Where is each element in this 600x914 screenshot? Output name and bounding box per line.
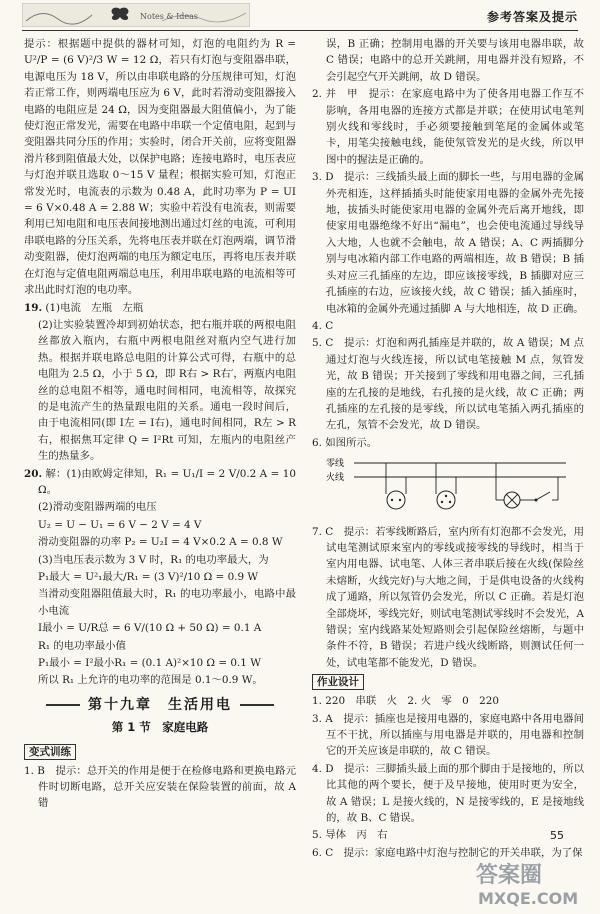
answer-1: 1. B 提示：总开关的作用是便于在检修电路和更换电路元件时切断电路，总开关应安装在保险装置的前面，故 A 错 [24, 764, 296, 810]
page-number: 55 [550, 829, 564, 842]
homework-4: 4. D 提示：三脚插头最上面的那个脚由于是接地的，所以比其他的两个要长，便于及早接地，使用时更为安全，故 A 错误；L 是接火线的，N 是接零线的，E 是接地线的，故 B、C 错误。 [312, 762, 584, 825]
page-header [0, 0, 600, 30]
answer-20-line: U₂ = U − U₁ = 6 V − 2 V = 4 V [38, 518, 202, 531]
watermark-url: MXQE.COM [478, 889, 579, 908]
answer-20-formula: I最小 = U/R总 = 6 V/(10 Ω + 50 Ω) = 0.1 A [38, 622, 262, 635]
three-hole-socket-icon [437, 491, 455, 509]
answer-20-line: R₁ 的电功率最小值 [38, 639, 127, 652]
chapter-title [24, 697, 296, 713]
switch-icon [536, 492, 550, 500]
answer-4: 4. C [312, 319, 334, 332]
answer-18-hint: 提示：根据题中提供的器材可知，灯泡的电阻约为 R = U²/P = (6 V)²/3 W = 12 Ω，若只有灯泡与变阻器串联，电源电压为 18 V，所以由串联电路的分压规律可知，灯泡若正常工作，则两端电压应为 6 V，此时若滑动变阻器接入电路的电阻应是 24 Ω，因为变阻器最大阻值偏小，为了能使灯泡正常发光，需要在电路中串联一个定值电阻，起到与变阻器共同分压的作用；实验时，闭合开关前，应将变阻器滑片移到阻值最大处，以保护电路；连接电路时，电压表应与灯泡并联且选取 0～15 V 量程；根据实验可知，灯泡正常发光时，电流表的示数为 0.48 A，此时功率为 P = UI = 6 V×0.48 A = 2.88 W；实验中若没有电流表，则需要利用已知电阻和电压表间接地测出通过灯丝的电流，可利用串联电路的分压关系，先将电压表并联在灯泡两端，调节滑动变阻器，使灯泡两端的电压为额定电压，再将电压表并联在灯泡与定值电阻两端总电压，利用串联电路的电流相等可求出此时灯泡的电功率。 [24, 38, 296, 297]
answer-2: 2. 并 甲 提示：在家庭电路中为了使各用电器工作互不影响，各用电器的连接方式都是并联；在使用试电笔判别火线和零线时，手必须要接触到笔尾的金属体或笔卡，用笔尖接触电线，能使氖管发光的是火线，所以甲图中的握法是正确的。 [312, 88, 584, 166]
answer-20-formula: P₁最小 = I²最小R₁ = (0.1 A)²×10 Ω = 0.1 W [38, 657, 261, 670]
answer-7: 7. C 提示：若零线断路后，室内所有灯泡都不会发光，用试电笔测试原来室内的零线或接零线的导线时，相当于室内用电器、试电笔、人体三者串联后接在火线(保险丝未熔断，火线完好)与大地之间，于是供电设备的火线构成了通路，所以氖管仍会发光，所以 C 正确。若是灯泡全部烧坏，零线完好，则试电笔测试零线时不会发光，A 错误；室内线路某处短路则会引起保险丝熔断，与题中条件不符，B 错误；若进户线火线断路，则测试任何一处，试电笔都不能发光，D 错误。 [312, 525, 584, 669]
answer-6: 6. 如图所示。 [312, 436, 378, 449]
chapter-title-text: 第十九章 生活用电 [88, 696, 232, 713]
watermark-text: 答案圈 [476, 863, 543, 888]
answer-20-formula: P₁最大 = U²₁最大/R₁ = (3 V)²/10 Ω = 0.9 W [38, 571, 259, 583]
answer-20-line: 所以 R₁ 上允许的电功率的范围是 0.1～0.9 W。 [38, 674, 263, 687]
answer-1-continued: 误，B 正确；控制用电器的开关要与该用电器串联，故 C 错误；电路中的总开关跳闸，用电器并没有短路，不会引起空气开关跳闸，故 D 错误。 [326, 38, 584, 83]
q-number: 20. [24, 467, 43, 480]
homework-1-2: 1. 220 串联 火 2. 火 零 0 220 [312, 695, 500, 708]
circuit-diagram [326, 454, 576, 514]
section-box-label: 作业设计 [312, 674, 364, 690]
header-title: 参考答案及提示 [486, 10, 578, 24]
answer-20-line: 滑动变阻器的功率 P₂ = U₂I = 4 V×0.2 A = 0.8 W [38, 536, 283, 549]
answer-20-line: (2)滑动变阻器两端的电压 [38, 501, 157, 514]
header-rule [22, 30, 578, 31]
label-fire-line: 火线 [326, 473, 345, 484]
homework-5: 5. 导体 丙 右 [312, 829, 388, 842]
watermark-logo [472, 856, 592, 910]
answer-20 [24, 466, 296, 499]
homework-6: 6. C 提示：家庭电路中灯泡与控制它的开关串联，为了保 [312, 846, 583, 859]
label-zero-line: 零线 [326, 459, 345, 470]
section-box-label: 变式训练 [24, 744, 76, 760]
answer-20-line: 当滑动变阻器阻值最大时，R₁ 的电功率最小，电路中最小电流 [38, 588, 296, 617]
socket-icon [387, 491, 405, 509]
answer-20-part1: 解：(1)由欧姆定律知，R₁ = U₁/I = 2 V/0.2 A = 10 Ω。 [38, 467, 296, 496]
section-title: 第 1 节 家庭电路 [111, 720, 209, 735]
homework-3: 3. A 提示：插座也是接用电器的，家庭电路中各用电器间互不干扰，所以插座与用电器是并联的，用电器和控制它的开关应该是串联的，故 C 错误。 [312, 712, 584, 758]
answer-19 [24, 300, 296, 316]
header-decoration [22, 3, 250, 27]
answer-19-part2: (2)让实验装置冷却到初始状态，把右瓶并联的两根电阻丝都放入瓶内，右瓶中两根电阻丝对瓶内空气进行加热。根据并联电路总电阻的计算公式可得，右瓶中的总电阻为 2.5 Ω，小于 5 Ω，即 R右 > R右′，两瓶内电阻丝的总电阻不相等，通电时间相同，电流相等，故探究的是电流产生的热量跟电阻的关系。通电一段时间后，由于电流相同(即 I左 = I右)，通电时间相同，R左 > R右，根据焦耳定律 Q = I²Rt 可知，左瓶内的电阻丝产生的热量多。 [38, 318, 296, 463]
answer-19-part1: (1)电流 左瓶 左瓶 [45, 301, 144, 314]
answer-5: 5. C 提示：灯泡和两孔插座是并联的，故 A 错误；M 点通过灯泡与火线连接，所以试电笔接触 M 点，氖管发光，故 B 错误；开关接到了零线和用电器之间，三孔插座的左孔接的是地线，右孔接的是火线，故 C 正确；两孔插座的左孔接的是零线，所以试电笔插入两孔插座的左孔，氖管不会发光，故 D 错误。 [312, 337, 584, 432]
right-column [312, 36, 584, 862]
answer-3: 3. D 提示：三线插头最上面的脚长一些，与用电器的金属外壳相连，这样插插头时能使家用电器的金属外壳先接地，拔插头时能使家用电器的金属外壳后离开地线，即使家用电器绝缘不好出“漏电”，也会使电流通过导线导入大地，人也就不会触电，故 A 错误；A、C 两插脚分别与电冰箱内部工作电路的两端相连，故 B 错误；B 插头对应三孔插座的左边，即应该接零线，B 插脚对应三孔插座的右边，应该接火线，故 C 错误；插入插座时，电冰箱的金属外壳通过插脚 A 与大地相连，故 D 正确。 [312, 171, 584, 315]
left-column [24, 36, 296, 813]
q-number: 19. [24, 301, 43, 314]
header-logo-text: Notes & Ideas [140, 12, 198, 21]
answer-20-line: (3)当电压表示数为 3 V 时，R₁ 的电功率最大，为 [38, 553, 269, 566]
